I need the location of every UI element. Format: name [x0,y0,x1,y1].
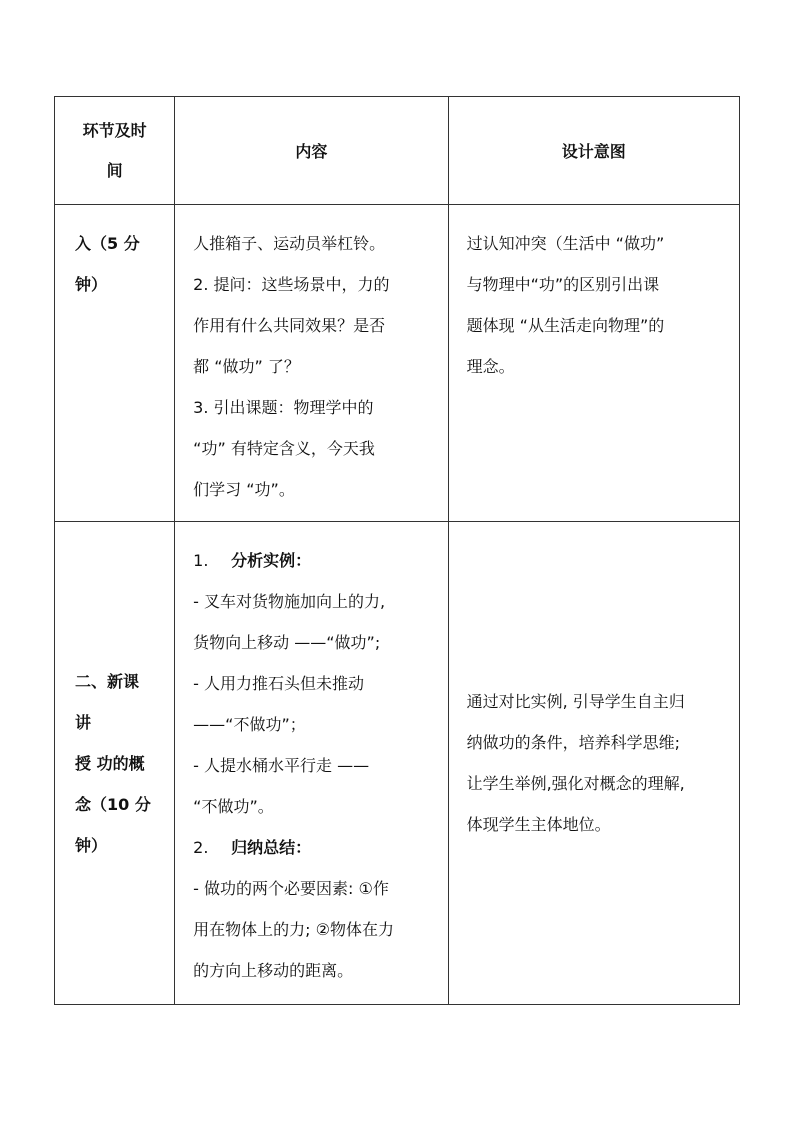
content-line: “不做功”。 [193,797,274,816]
intent-line: 让学生举例,强化对概念的理解, [466,774,685,793]
content-line: 人推箱子、运动员举杠铃。 [193,234,386,253]
header-intent: 设计意图 [448,97,739,205]
content-line: 作用有什么共同效果？是否 [193,316,386,335]
header-stage-line1: 环节及时 [82,120,147,140]
intent-line: 与物理中“功”的区别引出课 [466,275,660,294]
stage-text: 念（10 分 [75,794,151,814]
content-line: - 人提水桶水平行走 —— [193,756,370,775]
list-number: 1. [193,551,209,570]
content-line: “功” 有特定含义，今天我 [193,439,375,458]
list-title: 归纳总结： [231,838,312,857]
table-row [55,205,740,522]
content-line: - 叉车对货物施加向上的力, [193,592,386,611]
content-line: - 人用力推石头但未推动 [193,674,365,693]
list-title: 分析实例： [231,551,312,570]
stage-text: 钟） [75,275,108,294]
header-content: 内容 [175,97,448,205]
lesson-plan-table [54,96,740,1005]
content-cell [175,205,448,522]
content-line: 货物向上移动 ——“做功”; [193,633,381,652]
content-cell [175,522,448,1005]
stage-cell [55,205,175,522]
list-number: 2. [193,838,209,857]
header-stage-line2: 间 [106,160,123,180]
header-stage [55,97,175,205]
list-item-heading [193,540,429,581]
intent-line: 过认知冲突（生活中 “做功” [466,234,665,253]
content-line: 用在物体上的力; ②物体在力 [193,920,394,939]
intent-line: 题体现 “从生活走向物理”的 [466,316,665,335]
stage-text: 入（5 分 [75,234,140,253]
intent-line: 纳做功的条件，培养科学思维; [466,733,680,752]
stage-text: 授 功的概 [75,753,145,773]
content-line: ——“不做功”； [193,715,306,734]
stage-cell [55,522,175,1005]
content-line: 3. 引出课题：物理学中的 [193,398,374,417]
intent-line: 体现学生主体地位。 [466,815,611,834]
stage-text: 钟） [75,835,108,855]
intent-line: 通过对比实例, 引导学生自主归 [466,692,685,711]
stage-text: 二、新课讲 [75,671,140,732]
content-line: 2. 提问：这些场景中，力的 [193,275,390,294]
content-line: 们学习 “功”。 [193,480,295,499]
content-line: 都 “做功” 了？ [193,357,300,376]
intent-line: 理念。 [466,357,515,376]
intent-cell [448,205,739,522]
content-line: - 做功的两个必要因素: ①作 [193,879,389,898]
table-row [55,522,740,1005]
header-row [55,97,740,205]
intent-cell [448,522,739,1005]
content-line: 的方向上移动的距离。 [193,961,354,980]
list-item-heading [193,827,429,868]
